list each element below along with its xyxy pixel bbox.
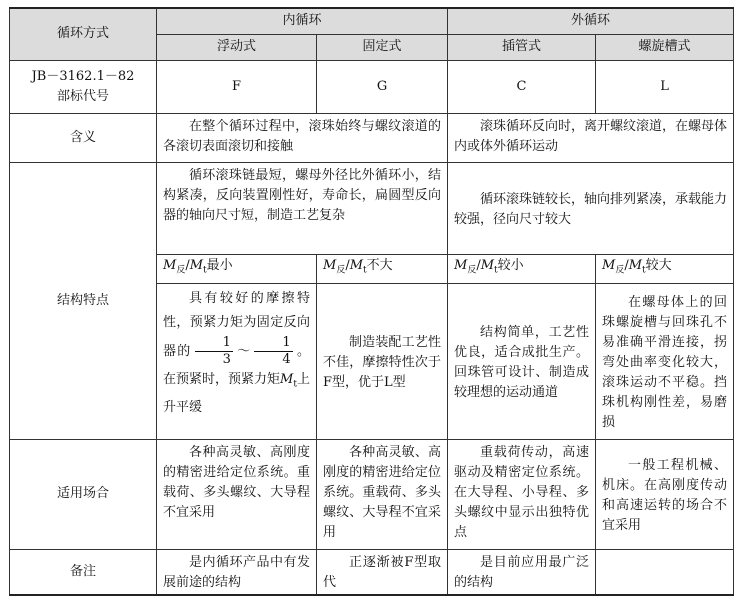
application-row [10,439,734,549]
floating-detail-part2: 。在预紧时，预紧力矩 [163,343,310,387]
structure-label: 结构特点 [10,162,157,439]
m-symbol: M [163,258,177,274]
application-spiral: 一般工程机械、机床。在高刚度传动和高速运转的场合不宜采用 [596,439,734,549]
remarks-row [10,549,734,595]
m-symbol: M [454,258,468,274]
m-subscript: 反 [336,265,346,276]
m-symbol: M [349,258,364,274]
ratio-fixed: $M_反/M_t$不大 [317,254,448,283]
external-header: 外循环 [448,8,734,34]
code-row [10,60,734,113]
structure-fixed-detail: 制造装配工艺性不佳，摩擦特性次于F型，优于L型 [317,283,448,439]
m-symbol: M [628,258,643,274]
remarks-fixed: 正逐渐被F型取代 [317,549,448,595]
meaning-internal: 在整个循环过程中，滚珠始终与螺纹滚道的各滚切表面滚切和接触 [157,113,448,162]
floating-detail-part3: 上升平缓 [163,371,310,416]
m-subscript: t [642,265,646,276]
m-symbol: M [280,371,294,387]
floating-detail-part1: 具有较好的摩擦特性，预紧力矩为固定反向器的 [163,290,310,359]
ratio-floating: $M_反/M_t$最小 [157,254,317,283]
ratio-tube: $M_反/M_t$较小 [448,254,596,283]
m-symbol: M [323,258,337,274]
m-symbol: M [602,258,616,274]
remarks-tube: 是目前应用最广泛的结构 [448,549,596,595]
fraction-numerator: 1 [254,335,292,352]
remarks-label: 备注 [10,549,157,595]
m-subscript: t [293,379,297,390]
remarks-floating: 是内循环产品中有发展前途的结构 [157,549,317,595]
meaning-label: 含义 [10,113,157,162]
application-fixed: 各种高灵敏、高刚度的精密进给定位系统。重载荷、多头螺纹、大导程不宜采用 [317,439,448,549]
m-subscript: 反 [176,265,186,276]
code-label-line2: 部标代号 [56,88,109,104]
m-subscript: 反 [615,265,625,276]
circulation-comparison-table [9,7,734,596]
ratio-floating-text: 最小 [206,258,233,274]
code-g: G [317,60,448,113]
meaning-external: 滚珠循环反向时，离开螺纹滚道，在螺母体内或体外循环运动 [448,113,734,162]
m-symbol: M [189,258,204,274]
structure-summary-row [10,162,734,254]
m-subscript: t [494,265,498,276]
fraction-denominator: 3 [222,351,231,367]
ratio-spiral-text: 较大 [645,258,672,274]
m-symbol: M [480,258,495,274]
meaning-row [10,113,734,162]
mode-label-cell: 循环方式 [10,8,157,60]
header-row-1 [10,8,734,34]
ratio-spiral: $M_反/M_t$较大 [596,254,734,283]
code-label-line1: JB－3162.1－82 [31,68,135,84]
fraction-one-third [195,335,233,368]
code-c: C [448,60,596,113]
spiral-header: 螺旋槽式 [596,34,734,60]
internal-header: 内循环 [157,8,448,34]
structure-internal-summary: 循环滚珠链最短，螺母外径比外循环小，结构紧凑，反向装置刚性好，寿命长，扁圆型反向器的轴向尺寸短，制造工艺复杂 [157,162,448,254]
ratio-fixed-text: 不大 [366,258,393,274]
fixed-header: 固定式 [317,34,448,60]
fraction-one-quarter [254,335,292,368]
fraction-denominator: 4 [282,351,291,367]
remarks-spiral [596,549,734,595]
tube-header: 插管式 [448,34,596,60]
code-l: L [596,60,734,113]
structure-tube-detail: 结构简单，工艺性优良，适合成批生产。回珠管可设计、制造成较理想的运动通道 [448,283,596,439]
code-f: F [157,60,317,113]
code-label-cell [10,60,157,113]
application-tube: 重载荷传动，高速驱动及精密定位系统。在大导程、小导程、多头螺纹中显示出独特优点 [448,439,596,549]
structure-floating-detail [157,283,317,439]
floating-header: 浮动式 [157,34,317,60]
structure-external-summary: 循环滚珠链较长，轴向排列紧凑，承载能力较强，径向尺寸较大 [448,162,734,254]
application-label: 适用场合 [10,439,157,549]
m-subscript: t [363,265,367,276]
application-floating: 各种高灵敏、高刚度的精密进给定位系统。重载荷、多头螺纹、大导程不宜采用 [157,439,317,549]
structure-spiral-detail: 在螺母体上的回珠螺旋槽与回珠孔不易准确平滑连接，拐弯处曲率变化较大，滚珠运动不平稳。挡珠机构刚性差，易磨损 [596,283,734,439]
ratio-tube-text: 较小 [497,258,524,274]
fraction-numerator: 1 [195,335,233,352]
m-subscript: t [203,265,207,276]
m-subscript: 反 [467,265,477,276]
tilde: ～ [235,343,252,359]
